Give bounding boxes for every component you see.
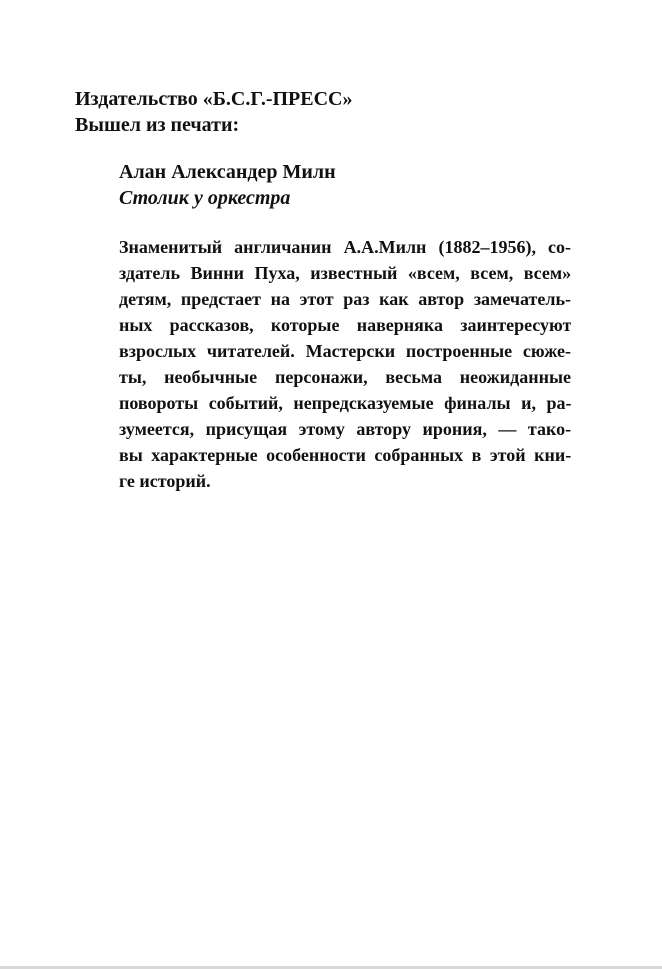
annotation-line: ных рассказов, которые наверняка заинтересуют	[119, 315, 571, 335]
annotation-line: зумеется, присущая этому автору ирония, — тако-	[119, 419, 571, 439]
publisher-header	[75, 86, 353, 138]
book-author: Алан Александер Милн	[119, 161, 336, 183]
book-title: Столик у оркестра	[119, 187, 291, 209]
published-label: Вышел из печати:	[75, 114, 240, 136]
annotation-line: ты, необычные персонажи, весьма неожиданные	[119, 367, 571, 387]
annotation-line: Знаменитый англичанин А.А.Милн (1882–1956), со-	[119, 237, 571, 257]
annotation-line: здатель Винни Пуха, известный «всем, всем, всем»	[119, 263, 571, 283]
annotation-line: повороты событий, непредсказуемые финалы и, ра-	[119, 393, 571, 413]
book-info	[119, 159, 336, 211]
annotation-line: взрослых читателей. Мастерски построенные сюже-	[119, 341, 571, 361]
annotation-line: детям, предстает на этот раз как автор замечатель-	[119, 289, 571, 309]
annotation-line: вы характерные особенности собранных в этой кни-	[119, 445, 571, 465]
publisher-name: Издательство «Б.С.Г.-ПРЕСС»	[75, 88, 353, 110]
book-annotation	[119, 234, 571, 494]
annotation-line: ге историй.	[119, 471, 211, 491]
